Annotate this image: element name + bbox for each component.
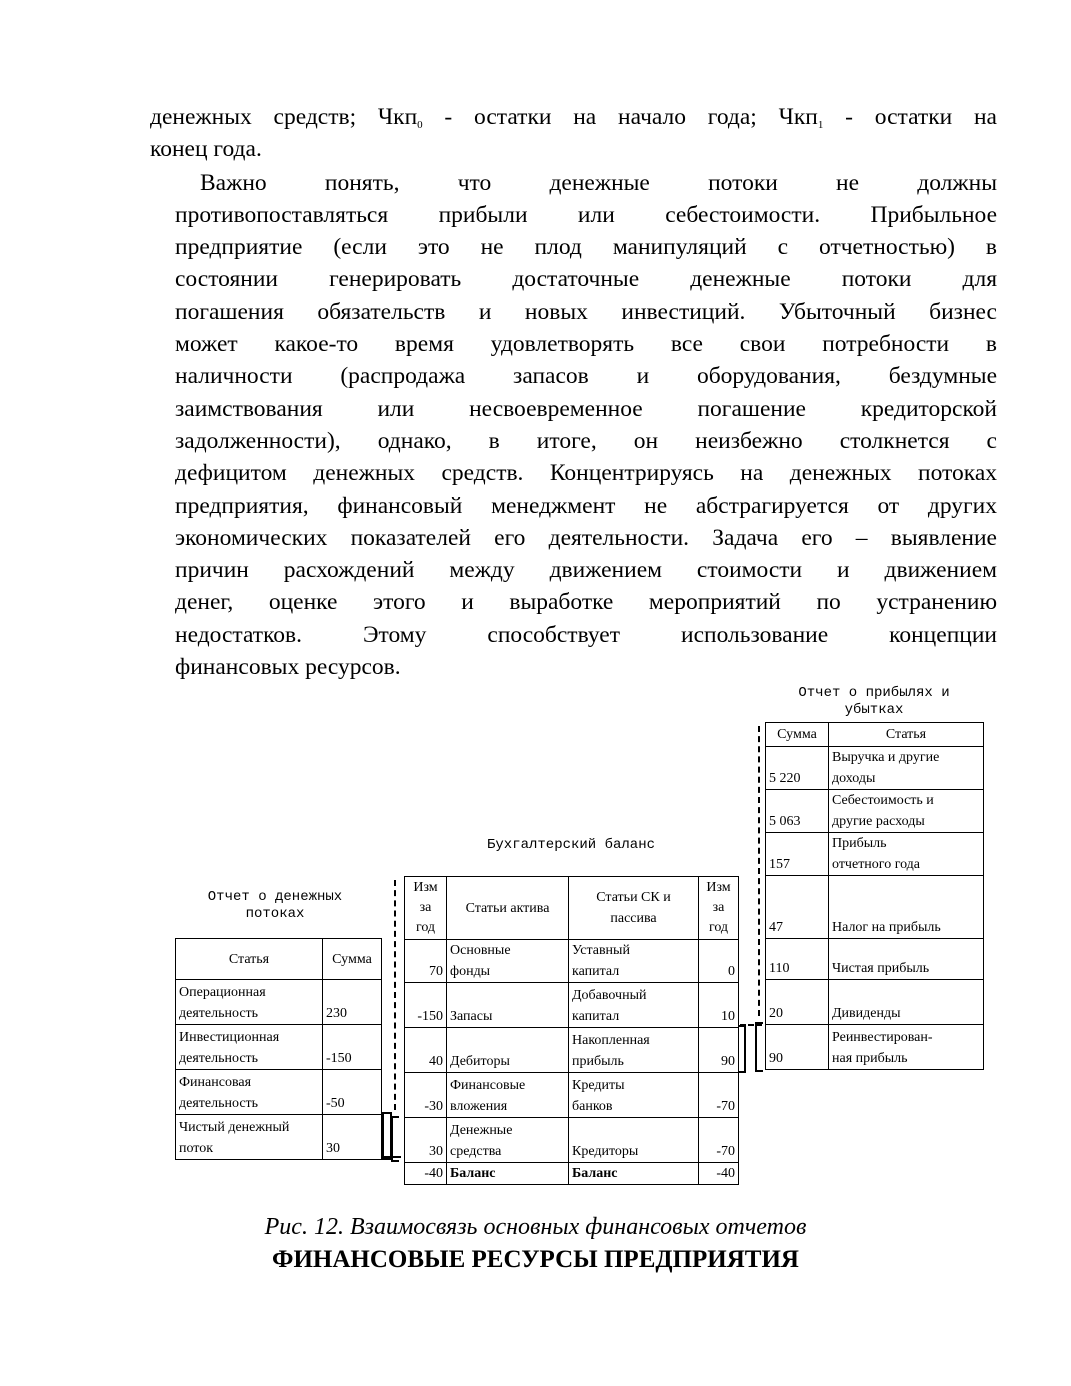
cashflow-head-item: Статья (176, 939, 323, 980)
balance-left-dashed-line (394, 880, 396, 1110)
balance-profit-link-bracket (738, 1025, 746, 1073)
balance-total-row: -40 Баланс Баланс -40 (405, 1163, 739, 1185)
pnl-head-sum: Сумма (766, 723, 829, 747)
text-line: задолженности), однако, в итоге, он неизбежно столкнется с (175, 427, 997, 454)
text-line: денег, оценке этого и выработке мероприятий по устранению (175, 589, 997, 616)
text-line: экономических показателей его деятельности. Задача его – выявление (175, 524, 997, 551)
text-line: дефицитом денежных средств. Концентрируясь на денежных потоках (175, 460, 997, 487)
table-row: 40 Дебиторы Накопленная прибыль 90 (405, 1028, 739, 1073)
text-line: погашения обязательств и новых инвестиций. Убыточный бизнес (175, 298, 997, 325)
table-row: 90 Реинвестирован- ная прибыль (766, 1025, 984, 1070)
table-row: -150 Запасы Добавочный капитал 10 (405, 983, 739, 1028)
table-row: Чистый денежный поток 30 (176, 1115, 382, 1160)
table-row: 30 Денежные средства Кредиторы -70 (405, 1118, 739, 1163)
balance-head-change-right: Изм за год (699, 877, 739, 940)
pnl-profit-link-bracket (755, 1022, 763, 1072)
connector-line (381, 1156, 401, 1158)
table-row: 5 220 Выручка и другие доходы (766, 747, 984, 790)
text-line: конец года. (150, 136, 262, 163)
text-line: Важно понять, что денежные потоки не должны (200, 169, 997, 196)
cashflow-table (175, 938, 382, 1160)
table-row: Финансовая деятельность -50 (176, 1070, 382, 1115)
paragraph-2 (150, 167, 997, 684)
text-line: денежных средств; Чкп$_0$ - остатки на начало года; Чкп$_1$ - остатки на (150, 104, 997, 131)
balance-head-change-left: Изм за год (405, 877, 447, 940)
pnl-table (765, 722, 984, 1070)
paragraph-1 (150, 101, 997, 166)
table-row: 20 Дивиденды (766, 980, 984, 1025)
pnl-left-dashed-line (758, 726, 760, 1016)
pnl-head-item: Статья (829, 723, 984, 747)
table-row: Инвестиционная деятельность -150 (176, 1025, 382, 1070)
text-line: может какое-то время удовлетворять все свои потребности в (175, 331, 997, 358)
text-line: заимствования или несвоевременное погашение кредиторской (175, 395, 997, 422)
text-line: предприятия, финансовый менеджмент не абстрагируется от других (175, 492, 997, 519)
text-line: состоянии генерировать достаточные денежные потоки для (175, 266, 997, 293)
table-row: 47 Налог на прибыль (766, 876, 984, 939)
figure-caption: Рис. 12. Взаимосвязь основных финансовых отчетов (264, 1214, 807, 1240)
text-line: финансовых ресурсов. (175, 654, 401, 681)
section-heading: ФИНАНСОВЫЕ РЕСУРСЫ ПРЕДПРИЯТИЯ (272, 1246, 799, 1273)
balance-head-liabilities: Статьи СК и пассива (569, 877, 699, 940)
table-row: Операционная деятельность 230 (176, 980, 382, 1025)
table-row: 157 Прибыль отчетного года (766, 833, 984, 876)
text-line: наличности (распродажа запасов и оборудования, бездумные (175, 363, 997, 390)
pnl-title: Отчет о прибылях и убытках (798, 685, 950, 718)
table-row: -30 Финансовые вложения Кредиты банков -70 (405, 1073, 739, 1118)
cashflow-head-sum: Сумма (323, 939, 382, 980)
body-text (150, 101, 997, 683)
cashflow-title: Отчет о денежных потоках (207, 889, 343, 922)
text-line: недостатков. Этому способствует использование концепции (175, 621, 997, 648)
table-row: 110 Чистая прибыль (766, 939, 984, 980)
text-line: противопоставляться прибыли или себестоимости. Прибыльное (175, 201, 997, 228)
balance-title: Бухгалтерский баланс (486, 837, 656, 853)
text-line: предприятие (если это не плод манипуляций с отчетностью) в (175, 234, 997, 261)
table-row: 5 063 Себестоимость и другие расходы (766, 790, 984, 833)
table-row: 70 Основные фонды Уставный капитал 0 (405, 940, 739, 983)
balance-head-assets: Статьи актива (447, 877, 569, 940)
balance-table (404, 876, 739, 1185)
text-line: причин расхождений между движением стоимости и движением (175, 557, 997, 584)
